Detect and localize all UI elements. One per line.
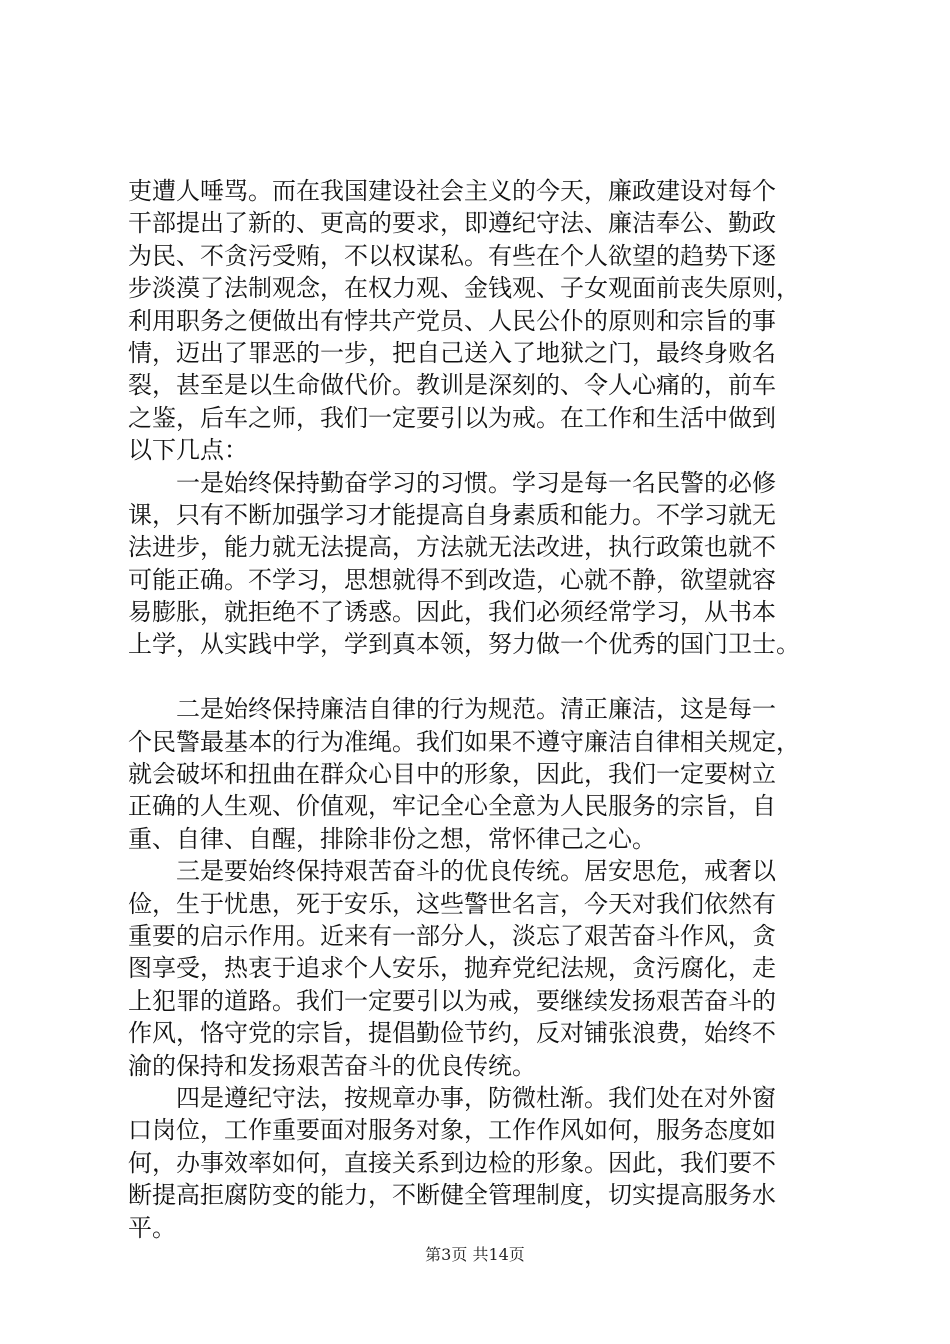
text-line: 平。 [128, 1213, 176, 1242]
paragraph-3-start: 三是要始终保持艰苦奋斗的优良传统。居安思危，戒奢以 [176, 857, 776, 886]
text-line: 易膨胀，就拒绝不了诱惑。因此，我们必须经常学习，从书本 [128, 598, 776, 627]
text-line: 口岗位，工作重要面对服务对象，工作作风如何，服务态度如 [128, 1116, 776, 1145]
document-body [128, 175, 840, 1244]
text-line: 步淡漠了法制观念，在权力观、金钱观、子女观面前丧失原则， [128, 274, 800, 303]
paragraph-4-start: 四是遵纪守法，按规章办事，防微杜渐。我们处在对外窗 [176, 1083, 776, 1112]
paragraph-gap [128, 661, 840, 693]
text-line: 之鉴，后车之师，我们一定要引以为戒。在工作和生活中做到 [128, 403, 776, 432]
text-line: 吏遭人唾骂。而在我国建设社会主义的今天，廉政建设对每个 [128, 177, 776, 205]
text-line: 断提高拒腐防变的能力，不断健全管理制度，切实提高服务水 [128, 1181, 776, 1210]
text-line: 上学，从实践中学，学到真本领，努力做一个优秀的国门卫士。 [128, 630, 800, 659]
text-line: 干部提出了新的、更高的要求，即遵纪守法、廉洁奉公、勤政 [128, 209, 776, 238]
text-line: 渝的保持和发扬艰苦奋斗的优良传统。 [128, 1051, 536, 1080]
text-line: 可能正确。不学习，思想就得不到改造，心就不静，欲望就容 [128, 565, 776, 594]
paragraph-1-start: 一是始终保持勤奋学习的习惯。学习是每一名民警的必修 [176, 468, 776, 497]
text-line: 重要的启示作用。近来有一部分人，淡忘了艰苦奋斗作风，贪 [128, 921, 776, 950]
text-line: 何，办事效率如何，直接关系到边检的形象。因此，我们要不 [128, 1148, 776, 1177]
text-line: 个民警最基本的行为准绳。我们如果不遵守廉洁自律相关规定， [128, 727, 800, 756]
text-line: 作风，恪守党的宗旨，提倡勤俭节约，反对铺张浪费，始终不 [128, 1019, 776, 1048]
text-line: 课，只有不断加强学习才能提高自身素质和能力。不学习就无 [128, 500, 776, 529]
text-line: 正确的人生观、价值观，牢记全心全意为人民服务的宗旨，自 [128, 792, 776, 821]
text-line: 情，迈出了罪恶的一步，把自己送入了地狱之门，最终身败名 [128, 338, 776, 367]
text-line: 利用职务之便做出有悖共产党员、人民公仆的原则和宗旨的事 [128, 306, 776, 335]
page-number-footer: 第3页 共14页 [425, 1245, 525, 1264]
text-line: 上犯罪的道路。我们一定要引以为戒，要继续发扬艰苦奋斗的 [128, 986, 776, 1015]
text-line: 俭，生于忧患，死于安乐，这些警世名言，今天对我们依然有 [128, 889, 776, 918]
text-line: 为民、不贪污受贿，不以权谋私。有些在个人欲望的趋势下逐 [128, 241, 776, 270]
text-line: 图享受，热衷于追求个人安乐，抛弃党纪法规，贪污腐化，走 [128, 954, 776, 983]
text-line: 法进步，能力就无法提高，方法就无法改进，执行政策也就不 [128, 533, 776, 562]
text-line: 就会破坏和扭曲在群众心目中的形象，因此，我们一定要树立 [128, 760, 776, 789]
text-line: 裂，甚至是以生命做代价。教训是深刻的、令人心痛的，前车 [128, 371, 776, 400]
paragraph-2-start: 二是始终保持廉洁自律的行为规范。清正廉洁，这是每一 [176, 695, 776, 724]
text-line: 以下几点： [128, 436, 248, 465]
text-line: 重、自律、自醒，排除非份之想，常怀律己之心。 [128, 824, 656, 853]
